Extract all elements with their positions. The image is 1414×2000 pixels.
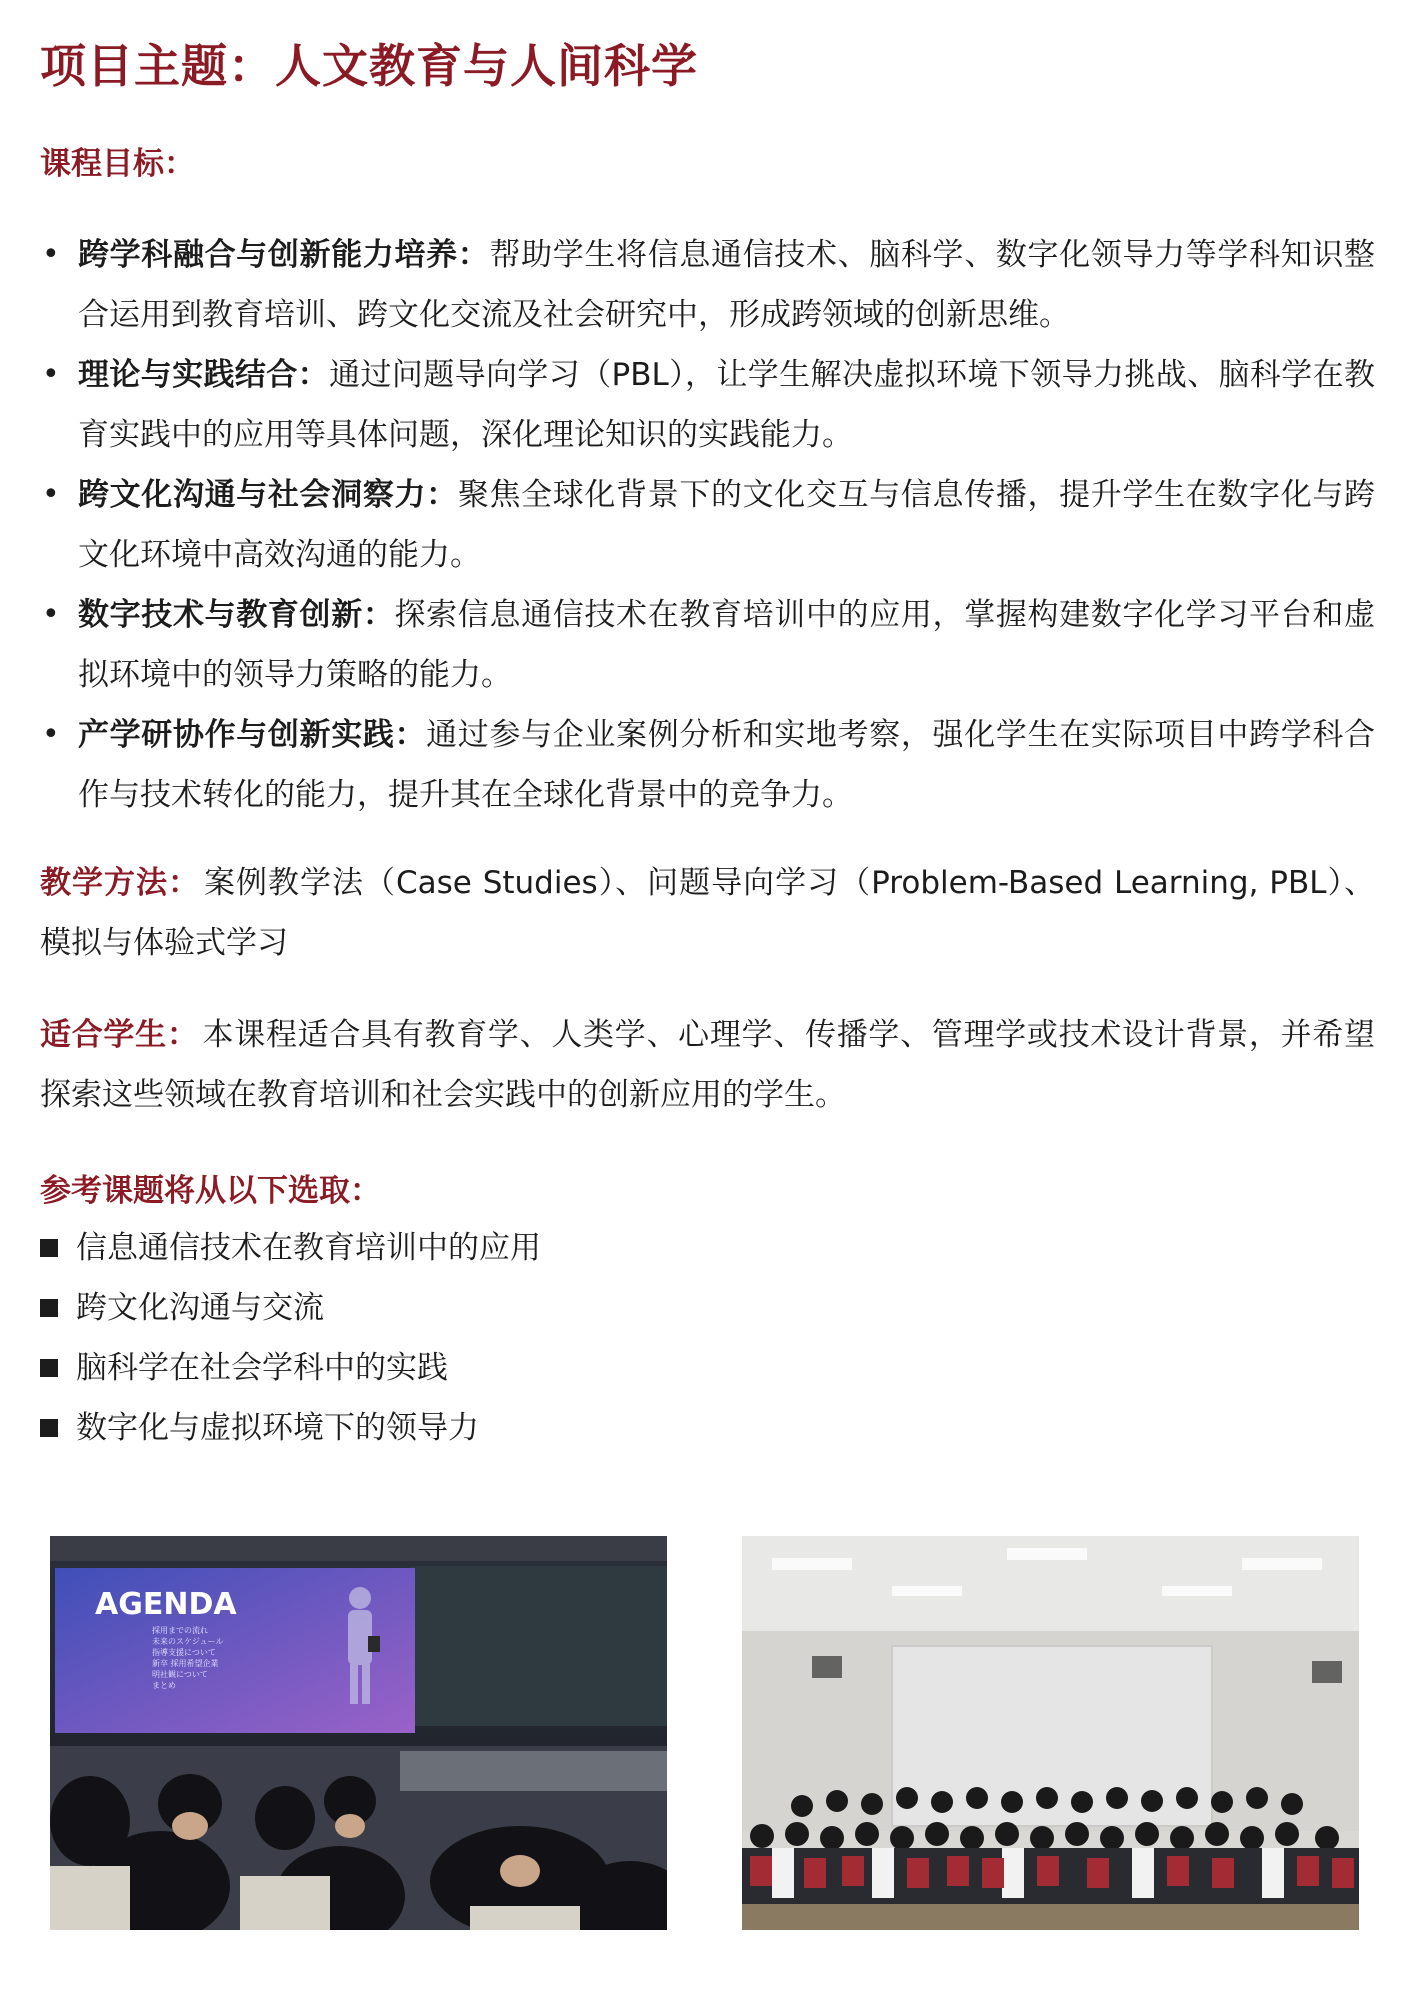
classroom-photo (50, 1536, 667, 1930)
page-title: 项目主题：人文教育与人间科学 (40, 39, 698, 93)
topics-list (40, 1218, 541, 1458)
goal-item (40, 225, 1375, 345)
slide-item: 新卒 採用希望企業 (152, 1659, 219, 1668)
slide-item: 明社観について (152, 1670, 208, 1679)
topic-item (40, 1278, 541, 1338)
method-text: 案例教学法（Case Studies）、问题导向学习（Problem-Based Learning, PBL）、模拟与体验式学习 (40, 865, 1376, 961)
students-text: 本课程适合具有教育学、人类学、心理学、传播学、管理学或技术设计背景，并希望探索这些领域在教育培训和社会实践中的创新应用的学生。 (40, 1017, 1376, 1113)
goal-lead: 理论与实践结合： (78, 357, 330, 393)
slide-item: 未来のスケジュール (152, 1637, 224, 1646)
teaching-method (40, 853, 1375, 973)
goal-item (40, 585, 1375, 705)
goal-item (40, 465, 1375, 585)
square-bullet-icon (40, 1299, 58, 1317)
goal-text: 帮助学生将信息通信技术、脑科学、数字化领导力等学科知识整合运用到教育培训、跨文化交流及社会研究中，形成跨领域的创新思维。 (78, 237, 1376, 333)
goal-item (40, 705, 1375, 825)
goal-lead: 跨文化沟通与社会洞察力： (78, 477, 458, 513)
slide-item: 指導支援について (152, 1648, 216, 1657)
goal-lead: 产学研协作与创新实践： (78, 717, 427, 753)
square-bullet-icon (40, 1359, 58, 1377)
topic-text: 数字化与虚拟环境下的领导力 (76, 1410, 479, 1446)
square-bullet-icon (40, 1239, 58, 1257)
topic-item (40, 1338, 541, 1398)
slide-item: 採用までの流れ (152, 1626, 208, 1635)
slide-title: AGENDA (95, 1587, 237, 1622)
group-photo (742, 1536, 1359, 1930)
topic-text: 跨文化沟通与交流 (76, 1290, 324, 1326)
goal-text: 通过问题导向学习（PBL），让学生解决虚拟环境下领导力挑战、脑科学在教育实践中的应用等具体问题，深化理论知识的实践能力。 (78, 357, 1376, 453)
topics-heading: 参考课题将从以下选取： (40, 1173, 381, 1209)
method-label: 教学方法： (40, 865, 200, 901)
goal-lead: 数字技术与教育创新： (78, 597, 395, 633)
slide-item: まとめ (152, 1681, 176, 1690)
topic-text: 信息通信技术在教育培训中的应用 (76, 1230, 541, 1266)
topic-item (40, 1218, 541, 1278)
square-bullet-icon (40, 1419, 58, 1437)
topic-text: 脑科学在社会学科中的实践 (76, 1350, 448, 1386)
goal-item (40, 345, 1375, 465)
goal-text: 通过参与企业案例分析和实地考察，强化学生在实际项目中跨学科合作与技术转化的能力，提升其在全球化背景中的竞争力。 (78, 717, 1376, 813)
goal-lead: 跨学科融合与创新能力培养： (78, 237, 490, 273)
students-label: 适合学生： (40, 1017, 199, 1053)
target-students (40, 1005, 1375, 1125)
goal-text: 聚焦全球化背景下的文化交互与信息传播，提升学生在数字化与跨文化环境中高效沟通的能力。 (78, 477, 1376, 573)
goals-heading: 课程目标： (40, 146, 195, 182)
goal-text: 探索信息通信技术在教育培训中的应用，掌握构建数字化学习平台和虚拟环境中的领导力策略的能力。 (78, 597, 1375, 693)
goals-list (40, 225, 1375, 825)
topic-item (40, 1398, 541, 1458)
